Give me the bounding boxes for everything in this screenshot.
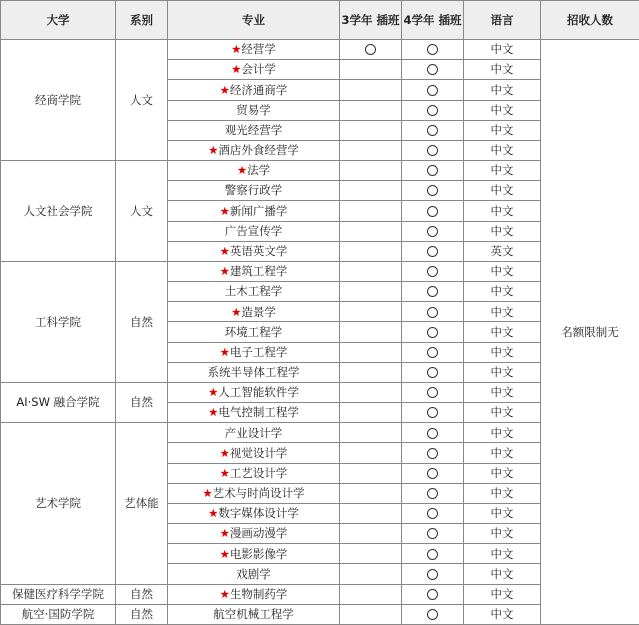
- circle-icon: [427, 347, 438, 358]
- transfer-4year-cell: [402, 302, 464, 322]
- transfer-4year-cell: [402, 382, 464, 402]
- transfer-3year-cell: [340, 362, 402, 382]
- language-cell: 英文: [464, 241, 541, 261]
- language-cell: 中文: [464, 463, 541, 483]
- transfer-4year-cell: [402, 403, 464, 423]
- transfer-3year-cell: [340, 544, 402, 564]
- star-icon: ★: [231, 304, 242, 319]
- major-name: 贸易学: [236, 102, 271, 117]
- circle-icon: [427, 105, 438, 116]
- circle-icon: [427, 549, 438, 560]
- major-name: 电影影像学: [229, 546, 288, 561]
- college-cell: 工科学院: [1, 261, 116, 382]
- transfer-4year-cell: [402, 322, 464, 342]
- major-cell: [168, 584, 340, 604]
- major-name: 英语英文学: [229, 243, 288, 258]
- transfer-4year-cell: [402, 40, 464, 60]
- header-major: 专业: [168, 1, 340, 40]
- transfer-4year-cell: [402, 604, 464, 624]
- transfer-4year-cell: [402, 261, 464, 281]
- circle-icon: [427, 286, 438, 297]
- circle-icon: [427, 246, 438, 257]
- language-cell: 中文: [464, 382, 541, 402]
- major-name: 漫画动漫学: [229, 526, 288, 541]
- major-cell: [168, 201, 340, 221]
- major-name: 艺术与时尚设计学: [212, 486, 305, 501]
- transfer-4year-cell: [402, 161, 464, 181]
- circle-icon: [427, 226, 438, 237]
- language-cell: 中文: [464, 221, 541, 241]
- circle-icon: [427, 145, 438, 156]
- circle-icon: [427, 44, 438, 55]
- transfer-3year-cell: [340, 60, 402, 80]
- major-name: 建筑工程学: [229, 264, 288, 279]
- dept-cell: 人文: [116, 161, 168, 262]
- language-cell: 中文: [464, 544, 541, 564]
- major-name: 产业设计学: [224, 425, 283, 440]
- transfer-3year-cell: [340, 584, 402, 604]
- language-cell: 中文: [464, 100, 541, 120]
- major-name: 电子工程学: [229, 344, 288, 359]
- star-icon: ★: [219, 526, 230, 541]
- star-icon: ★: [219, 344, 230, 359]
- language-cell: 中文: [464, 584, 541, 604]
- transfer-4year-cell: [402, 241, 464, 261]
- major-name: 造景学: [241, 304, 276, 319]
- major-cell: [168, 261, 340, 281]
- dept-cell: 自然: [116, 584, 168, 604]
- circle-icon: [427, 206, 438, 217]
- transfer-3year-cell: [340, 282, 402, 302]
- circle-icon: [427, 387, 438, 398]
- transfer-3year-cell: [340, 181, 402, 201]
- transfer-4year-cell: [402, 564, 464, 584]
- major-cell: [168, 140, 340, 160]
- major-cell: [168, 60, 340, 80]
- star-icon: ★: [231, 62, 242, 77]
- major-cell: [168, 80, 340, 100]
- transfer-4year-cell: [402, 181, 464, 201]
- transfer-3year-cell: [340, 40, 402, 60]
- transfer-3year-cell: [340, 120, 402, 140]
- star-icon: ★: [208, 405, 219, 420]
- transfer-4year-cell: [402, 100, 464, 120]
- major-name: 工艺设计学: [229, 465, 288, 480]
- star-icon: ★: [219, 264, 230, 279]
- transfer-4year-cell: [402, 140, 464, 160]
- circle-icon: [427, 165, 438, 176]
- circle-icon: [427, 85, 438, 96]
- star-icon: ★: [219, 586, 230, 601]
- transfer-3year-cell: [340, 604, 402, 624]
- language-cell: 中文: [464, 423, 541, 443]
- major-cell: [168, 503, 340, 523]
- transfer-4year-cell: [402, 60, 464, 80]
- language-cell: 中文: [464, 483, 541, 503]
- major-name: 经营学: [241, 42, 276, 57]
- language-cell: 中文: [464, 362, 541, 382]
- language-cell: 中文: [464, 503, 541, 523]
- major-cell: [168, 524, 340, 544]
- table-body: [1, 40, 639, 625]
- dept-cell: 自然: [116, 382, 168, 422]
- circle-icon: [427, 589, 438, 600]
- major-name: 会计学: [241, 62, 276, 77]
- transfer-4year-cell: [402, 463, 464, 483]
- major-cell: [168, 181, 340, 201]
- major-cell: [168, 483, 340, 503]
- major-name: 新闻广播学: [229, 203, 288, 218]
- major-name: 土木工程学: [224, 284, 283, 299]
- header-3year-transfer: 3学年 插班: [340, 1, 402, 40]
- header-college: 大学: [1, 1, 116, 40]
- major-cell: [168, 120, 340, 140]
- major-name: 戏剧学: [236, 566, 271, 581]
- circle-icon: [427, 185, 438, 196]
- header-language: 语言: [464, 1, 541, 40]
- language-cell: 中文: [464, 342, 541, 362]
- transfer-3year-cell: [340, 241, 402, 261]
- transfer-3year-cell: [340, 423, 402, 443]
- language-cell: 中文: [464, 302, 541, 322]
- major-name: 人工智能软件学: [218, 385, 299, 400]
- star-icon: ★: [231, 42, 242, 57]
- major-name: 法学: [247, 163, 271, 178]
- major-name: 环境工程学: [224, 324, 283, 339]
- major-name: 视觉设计学: [229, 445, 288, 460]
- transfer-3year-cell: [340, 161, 402, 181]
- star-icon: ★: [219, 203, 230, 218]
- transfer-3year-cell: [340, 221, 402, 241]
- transfer-3year-cell: [340, 342, 402, 362]
- transfer-3year-cell: [340, 503, 402, 523]
- transfer-3year-cell: [340, 443, 402, 463]
- language-cell: 中文: [464, 261, 541, 281]
- star-icon: ★: [208, 143, 219, 158]
- major-cell: [168, 604, 340, 624]
- major-cell: [168, 382, 340, 402]
- transfer-3year-cell: [340, 382, 402, 402]
- star-icon: ★: [219, 465, 230, 480]
- circle-icon: [427, 307, 438, 318]
- circle-icon: [427, 428, 438, 439]
- major-cell: [168, 302, 340, 322]
- major-name: 航空机械工程学: [213, 607, 294, 622]
- dept-cell: 人文: [116, 40, 168, 161]
- language-cell: 中文: [464, 282, 541, 302]
- transfer-3year-cell: [340, 140, 402, 160]
- header-4year-transfer: 4学年 插班: [402, 1, 464, 40]
- transfer-3year-cell: [340, 564, 402, 584]
- circle-icon: [427, 488, 438, 499]
- transfer-4year-cell: [402, 584, 464, 604]
- major-name: 经济通商学: [229, 82, 288, 97]
- transfer-4year-cell: [402, 120, 464, 140]
- major-name: 数字媒体设计学: [218, 506, 299, 521]
- table-row: [1, 40, 639, 60]
- transfer-3year-cell: [340, 463, 402, 483]
- star-icon: ★: [208, 385, 219, 400]
- major-cell: [168, 161, 340, 181]
- circle-icon: [427, 609, 438, 620]
- header-dept: 系别: [116, 1, 168, 40]
- major-cell: [168, 403, 340, 423]
- transfer-3year-cell: [340, 322, 402, 342]
- major-cell: [168, 282, 340, 302]
- major-name: 警察行政学: [224, 183, 283, 198]
- transfer-4year-cell: [402, 342, 464, 362]
- transfer-4year-cell: [402, 443, 464, 463]
- college-cell: 航空·国防学院: [1, 604, 116, 624]
- transfer-3year-cell: [340, 201, 402, 221]
- circle-icon: [427, 407, 438, 418]
- circle-icon: [427, 468, 438, 479]
- star-icon: ★: [202, 486, 213, 501]
- circle-icon: [427, 367, 438, 378]
- college-cell: AI·SW 融合学院: [1, 382, 116, 422]
- circle-icon: [427, 125, 438, 136]
- major-cell: [168, 443, 340, 463]
- transfer-3year-cell: [340, 100, 402, 120]
- major-cell: [168, 362, 340, 382]
- major-cell: [168, 100, 340, 120]
- major-name: 电气控制工程学: [218, 405, 299, 420]
- language-cell: 中文: [464, 120, 541, 140]
- transfer-3year-cell: [340, 80, 402, 100]
- major-cell: [168, 564, 340, 584]
- header-quota: 招收人数: [541, 1, 639, 40]
- circle-icon: [427, 569, 438, 580]
- circle-icon: [365, 44, 376, 55]
- transfer-3year-cell: [340, 483, 402, 503]
- language-cell: 中文: [464, 443, 541, 463]
- major-name: 酒店外食经营学: [218, 143, 299, 158]
- major-cell: [168, 40, 340, 60]
- header-row: [1, 1, 639, 40]
- college-cell: 艺术学院: [1, 423, 116, 584]
- transfer-4year-cell: [402, 362, 464, 382]
- circle-icon: [427, 327, 438, 338]
- transfer-4year-cell: [402, 483, 464, 503]
- major-cell: [168, 342, 340, 362]
- transfer-3year-cell: [340, 302, 402, 322]
- circle-icon: [427, 528, 438, 539]
- major-cell: [168, 322, 340, 342]
- circle-icon: [427, 266, 438, 277]
- transfer-4year-cell: [402, 544, 464, 564]
- transfer-4year-cell: [402, 503, 464, 523]
- major-name: 生物制药学: [229, 586, 288, 601]
- transfer-3year-cell: [340, 261, 402, 281]
- major-name: 广告宣传学: [224, 223, 283, 238]
- transfer-4year-cell: [402, 80, 464, 100]
- language-cell: 中文: [464, 161, 541, 181]
- college-cell: 保健医疗科学学院: [1, 584, 116, 604]
- major-cell: [168, 241, 340, 261]
- circle-icon: [427, 448, 438, 459]
- major-cell: [168, 463, 340, 483]
- major-cell: [168, 221, 340, 241]
- star-icon: ★: [219, 445, 230, 460]
- circle-icon: [427, 64, 438, 75]
- major-cell: [168, 423, 340, 443]
- transfer-3year-cell: [340, 403, 402, 423]
- language-cell: 中文: [464, 322, 541, 342]
- star-icon: ★: [219, 82, 230, 97]
- star-icon: ★: [208, 506, 219, 521]
- transfer-4year-cell: [402, 201, 464, 221]
- star-icon: ★: [236, 163, 248, 178]
- language-cell: 中文: [464, 140, 541, 160]
- language-cell: 中文: [464, 60, 541, 80]
- language-cell: 中文: [464, 40, 541, 60]
- language-cell: 中文: [464, 80, 541, 100]
- transfer-4year-cell: [402, 221, 464, 241]
- major-name: 观光经营学: [224, 122, 283, 137]
- major-cell: [168, 544, 340, 564]
- transfer-4year-cell: [402, 524, 464, 544]
- star-icon: ★: [219, 546, 230, 561]
- transfer-4year-cell: [402, 423, 464, 443]
- college-cell: 经商学院: [1, 40, 116, 161]
- star-icon: ★: [219, 243, 230, 258]
- language-cell: 中文: [464, 604, 541, 624]
- dept-cell: 艺体能: [116, 423, 168, 584]
- language-cell: 中文: [464, 181, 541, 201]
- circle-icon: [427, 508, 438, 519]
- college-cell: 人文社会学院: [1, 161, 116, 262]
- language-cell: 中文: [464, 201, 541, 221]
- language-cell: 中文: [464, 403, 541, 423]
- quota-cell: 名额限制无: [541, 40, 639, 625]
- transfer-4year-cell: [402, 282, 464, 302]
- major-name: 系统半导体工程学: [207, 365, 300, 380]
- language-cell: 中文: [464, 524, 541, 544]
- language-cell: 中文: [464, 564, 541, 584]
- transfer-3year-cell: [340, 524, 402, 544]
- dept-cell: 自然: [116, 604, 168, 624]
- dept-cell: 自然: [116, 261, 168, 382]
